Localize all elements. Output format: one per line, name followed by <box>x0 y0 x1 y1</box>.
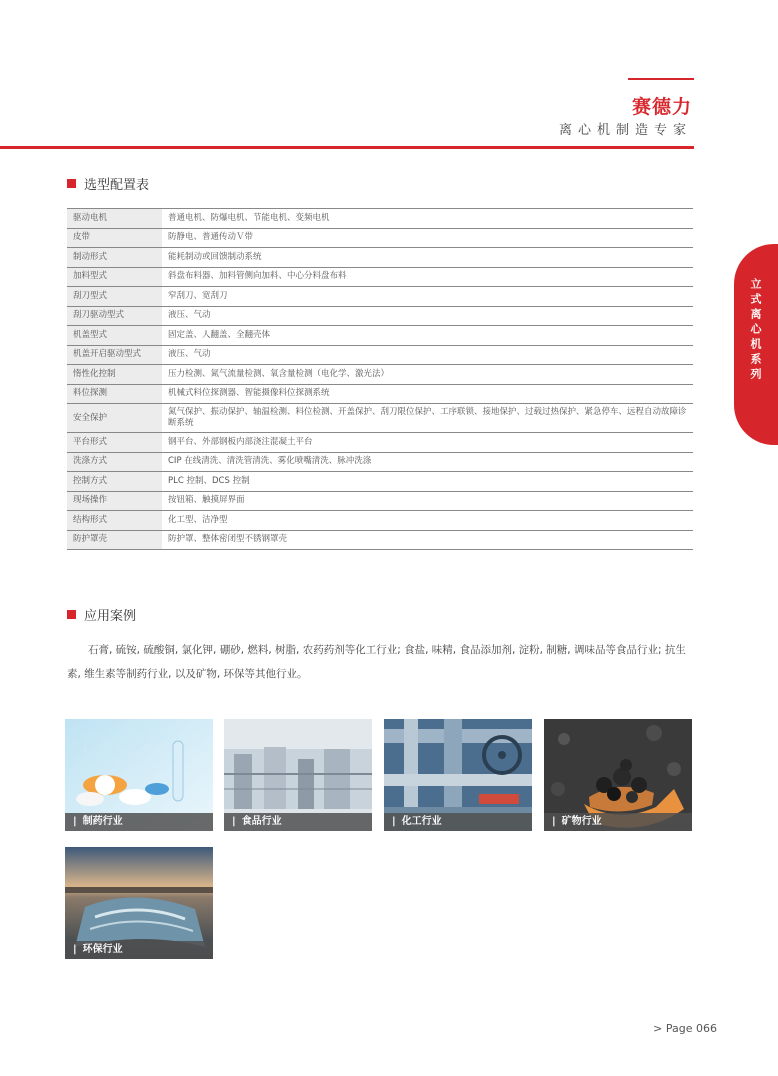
row-key: 机盖开启驱动型式 <box>67 345 162 365</box>
row-value: PLC 控制、DCS 控制 <box>162 472 693 492</box>
row-value: 斜盘布料器、加料管侧向加料、中心分料盘布料 <box>162 267 693 287</box>
table-row <box>67 472 693 492</box>
table-row <box>67 228 693 248</box>
row-key: 加料型式 <box>67 267 162 287</box>
table-row <box>67 404 693 433</box>
brand-accent-line <box>628 78 694 80</box>
row-value: 化工型、洁净型 <box>162 511 693 531</box>
row-value: 液压、气动 <box>162 345 693 365</box>
table-row <box>67 326 693 346</box>
applications-section-title <box>67 605 136 624</box>
card-caption: | 环保行业 <box>65 941 213 959</box>
table-row <box>67 433 693 453</box>
row-value: 固定盖、人翻盖、全翻壳体 <box>162 326 693 346</box>
card-caption: | 制药行业 <box>65 813 213 831</box>
row-key: 惰性化控制 <box>67 365 162 385</box>
row-value: 氮气保护、振动保护、轴温检测、料位检测、开盖保护、刮刀限位保护、工序联锁、接地保护、过载过热保护、紧急停车、远程自动故障诊断系统 <box>162 404 693 433</box>
row-key: 现场操作 <box>67 491 162 511</box>
table-row <box>67 491 693 511</box>
table-row <box>67 365 693 385</box>
square-bullet-icon <box>67 610 76 619</box>
side-tab-label: 立式离心机系列 <box>749 278 762 383</box>
row-key: 机盖型式 <box>67 326 162 346</box>
table-row <box>67 345 693 365</box>
row-value: 按钮箱、触摸屏界面 <box>162 491 693 511</box>
card-environmental <box>65 847 213 959</box>
table-row <box>67 452 693 472</box>
config-title-text: 选型配置表 <box>84 178 150 193</box>
row-key: 刮刀驱动型式 <box>67 306 162 326</box>
table-row <box>67 287 693 307</box>
row-key: 结构形式 <box>67 511 162 531</box>
card-food <box>224 719 372 831</box>
table-row <box>67 248 693 268</box>
table-row <box>67 384 693 404</box>
row-key: 制动形式 <box>67 248 162 268</box>
row-key: 安全保护 <box>67 404 162 433</box>
row-key: 料位探测 <box>67 384 162 404</box>
applications-description: 石膏, 硫铵, 硫酸铜, 氯化钾, 硼砂, 燃料, 树脂, 农药药剂等化工行业; 食盐, 味精, 食品添加剂, 淀粉, 制糖, 调味品等食品行业; 抗生素, 维生素等制药行业, 以及矿物, 环保等其他行业。 <box>67 644 686 680</box>
square-bullet-icon <box>67 179 76 188</box>
row-value: 液压、气动 <box>162 306 693 326</box>
row-value: 防护罩、整体密闭型不锈钢罩壳 <box>162 530 693 550</box>
row-key: 控制方式 <box>67 472 162 492</box>
header-rule <box>0 146 694 149</box>
page-number: > Page 066 <box>653 1022 717 1035</box>
card-caption: | 化工行业 <box>384 813 532 831</box>
brand-name: 赛德力 <box>631 96 692 118</box>
config-section-title <box>67 174 149 193</box>
row-value: CIP 在线清洗、清洗管清洗、雾化喷嘴清洗、脉冲洗涤 <box>162 452 693 472</box>
card-caption: | 矿物行业 <box>544 813 692 831</box>
table-row <box>67 530 693 550</box>
row-value: 机械式料位探测器、智能摄像料位探测系统 <box>162 384 693 404</box>
row-key: 刮刀型式 <box>67 287 162 307</box>
row-value: 窄刮刀、宽刮刀 <box>162 287 693 307</box>
row-key: 洗涤方式 <box>67 452 162 472</box>
brand-slogan: 离心机制造专家 <box>558 123 692 138</box>
card-caption: | 食品行业 <box>224 813 372 831</box>
row-value: 压力检测、氮气流量检测、氧含量检测（电化学、激光法） <box>162 365 693 385</box>
card-mineral <box>544 719 692 831</box>
row-value: 普通电机、防爆电机、节能电机、变频电机 <box>162 209 693 229</box>
applications-title-text: 应用案例 <box>84 609 137 624</box>
row-key: 平台形式 <box>67 433 162 453</box>
row-value: 能耗制动或回馈制动系统 <box>162 248 693 268</box>
row-value: 防静电、普通传动Ｖ带 <box>162 228 693 248</box>
row-key: 防护罩壳 <box>67 530 162 550</box>
row-key: 驱动电机 <box>67 209 162 229</box>
config-table <box>67 208 693 550</box>
row-value: 钢平台、外部钢板内部浇注混凝土平台 <box>162 433 693 453</box>
row-key: 皮带 <box>67 228 162 248</box>
table-row <box>67 306 693 326</box>
card-pharma <box>65 719 213 831</box>
table-row <box>67 267 693 287</box>
table-row <box>67 511 693 531</box>
card-chemical <box>384 719 532 831</box>
table-row <box>67 209 693 229</box>
